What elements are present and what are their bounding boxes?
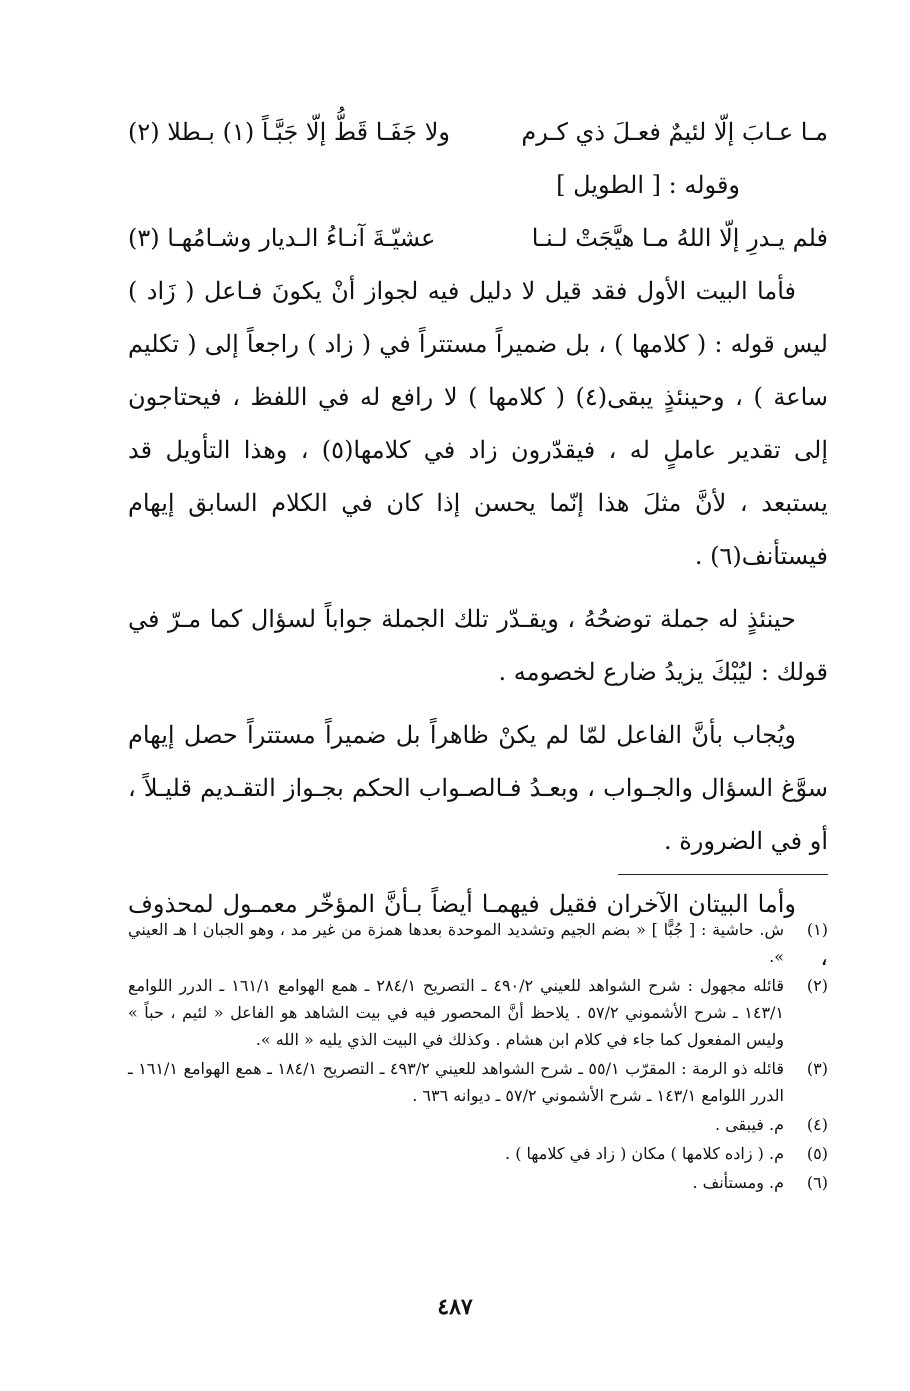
- footnote-number: (٥): [806, 1144, 828, 1163]
- footnote: [128, 916, 828, 970]
- verse-2: [128, 212, 828, 265]
- footnote: [128, 1140, 828, 1167]
- page-number: ٤٨٧: [437, 1294, 473, 1320]
- footnote-number: (٣): [806, 1059, 828, 1078]
- verse-2-first-hemistich: فلم يـدرِ إلّا اللهُ مـا هيَّجَتْ لـنـا: [531, 224, 828, 252]
- footnote-number: (٢): [806, 976, 828, 995]
- paragraph-2: حينئذٍ له جملة توضحُهُ ، ويقـدّر تلك الجملة جواباً لسؤال كما مـرّ في قولك : ليُبْكَ يزيدُ ضارع لخصومه .: [128, 605, 828, 686]
- paragraph-1: فأما البيت الأول فقد قيل لا دليل فيه لجواز أنْ يكونَ فـاعل ( زَاد ) ليس قوله : ( كلامها ) ، بل ضميراً مستتراً في ( زاد ) راجعاً إلى ( تكليم ساعة ) ، وحينئذٍ يبقى(٤) ( كلامها ) لا رافع له في اللفظ ، فيحتاجون إلى تقدير عاملٍ له ، فيقدّرون زاد في كلامها(٥) ، وهذا التأويل قد يستبعد ، لأنَّ مثلَ هذا إنّما يحسن إذا كان في الكلام السابق إيهام فيستأنف(٦) .: [128, 277, 829, 570]
- footnote: [128, 972, 828, 1053]
- footnote-text: قائله مجهول : شرح الشواهد للعيني ٤٩٠/٢ ـ التصريح ٢٨٤/١ ـ همع الهوامع ١٦١/١ ـ الدرر اللوامع ١٤٣/١ ـ شرح الأشموني ٥٧/٢ . يلاحظ أنَّ المحصور فيه في بيت الشاهد هو الفاعل « لئيم ، حباً » وليس المفعول كما جاء في كلام ابن هشام . وكذلك في البيت الذي يليه « الله ».: [128, 976, 785, 1049]
- verse-2-intro: وقوله : [ الطويل ]: [556, 171, 740, 199]
- paragraph-4: وأما البيتان الآخران فقيل فيهمـا أيضاً بـأنَّ المؤخّر معمـول لمحذوف ،: [128, 890, 828, 971]
- verse-1-first-hemistich: مـا عـابَ إلّا لئيمٌ فعـلَ ذي كـرم: [521, 118, 828, 146]
- footnote-text: قائله ذو الرمة : المقرّب ٥٥/١ ـ شرح الشواهد للعيني ٤٩٣/٢ ـ التصريح ١٨٤/١ ـ همع الهوامع ١٦١/١ ـ الدرر اللوامع ١٤٣/١ ـ شرح الأشموني ٥٧/٢ ـ ديوانه ٦٣٦ .: [128, 1059, 785, 1105]
- verse-1-second-hemistich: ولا جَفَـا قَطُّ إلّا جَبَّـاً (١) بـطلا (٢): [128, 118, 450, 146]
- verse-2-second-hemistich: عشيّـةَ آنـاءُ الـديار وشـامُهـا (٣): [128, 224, 436, 252]
- main-text: [128, 106, 828, 984]
- verse-1: [128, 106, 828, 159]
- footnote-text: م. ومستأنف .: [692, 1173, 784, 1192]
- footnotes: [128, 916, 828, 1198]
- paragraph-3: ويُجاب بأنَّ الفاعل لمّا لم يكنْ ظاهراً بل ضميراً مستتراً حصل إيهام سوَّغ السؤال والجـواب ، وبعـدُ فـالصـواب الحكم بجـواز التقـديم قليـلاً ، أو في الضرورة .: [128, 721, 828, 855]
- footnote-number: (١): [806, 920, 828, 939]
- footnote-separator: [618, 874, 828, 875]
- footnote-number: (٦): [806, 1173, 828, 1192]
- footnote-text: م. ( زاده كلامها ) مكان ( زاد في كلامها ) .: [505, 1144, 784, 1163]
- footnote-number: (٤): [806, 1115, 828, 1134]
- footnote-text: ش. حاشية : [ جُبًّا ] « بضم الجيم وتشديد الموحدة بعدها همزة من غير مد ، وهو الجبان ا هـ العيني ».: [128, 920, 785, 966]
- footnote-text: م. فيبقى .: [715, 1115, 784, 1134]
- footnote: [128, 1111, 828, 1138]
- footnote: [128, 1169, 828, 1196]
- footnote: [128, 1055, 828, 1109]
